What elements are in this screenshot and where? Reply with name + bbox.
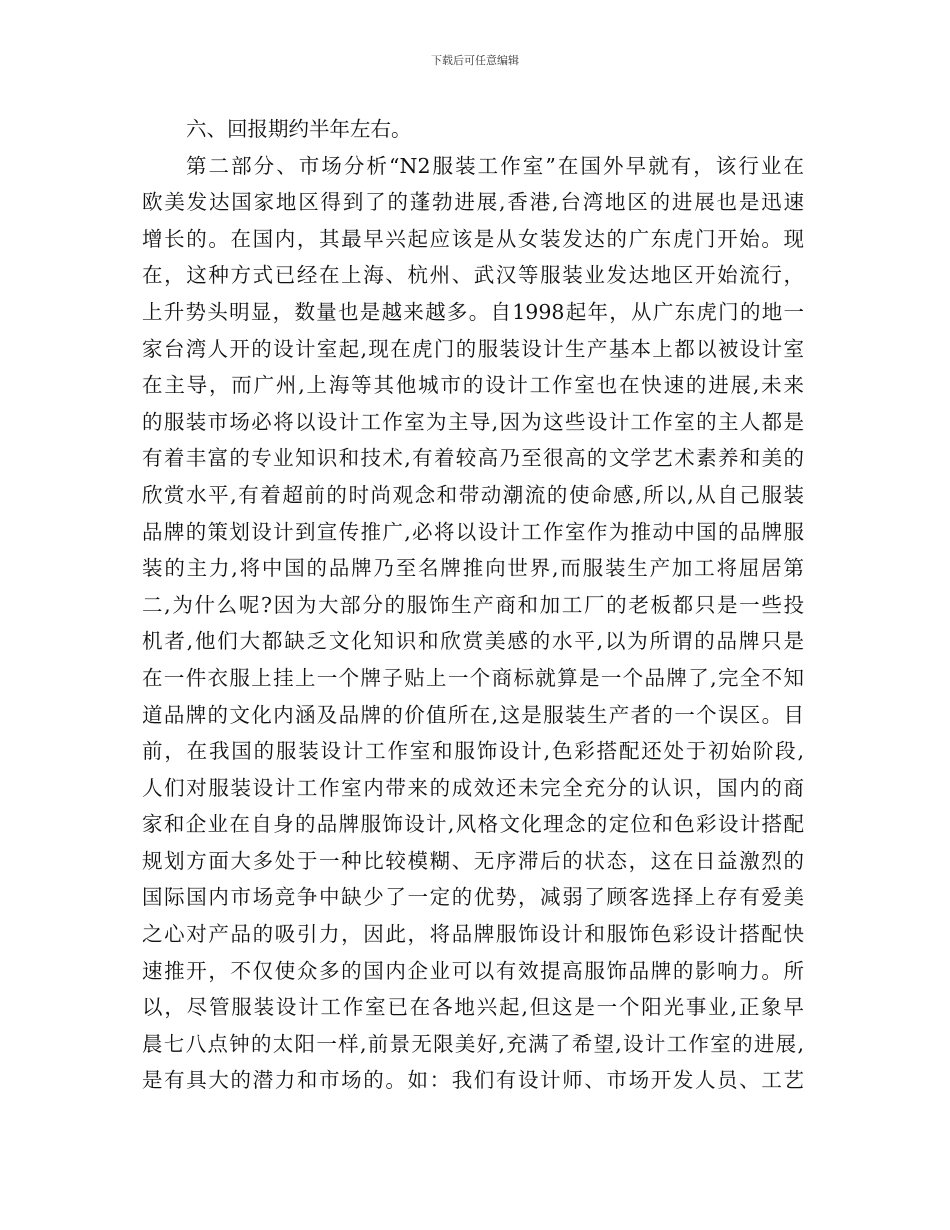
paragraph-line: 第二部分、市场分析“N2服装工作室”在国外早就有，该行业在 <box>186 153 804 178</box>
paragraph-line: 的服装市场必将以设计工作室为主导,因为这些设计工作室的主人都是 <box>142 409 804 434</box>
page-header: 下载后可任意编辑 <box>431 54 519 67</box>
paragraph-line: 品牌的策划设计到宣传推广,必将以设计工作室作为推动中国的品牌服 <box>142 519 804 544</box>
paragraph-line: 六、回报期约半年左右。 <box>186 117 412 141</box>
paragraph-line: 道品牌的文化内涵及品牌的价值所在,这是服装生产者的一个误区。目 <box>142 702 804 727</box>
paragraph-line: 以，尽管服装设计工作室已在各地兴起,但这是一个阳光事业,正象早 <box>142 995 804 1020</box>
paragraph-line: 在主导，而广州,上海等其他城市的设计工作室也在快速的进展,未来 <box>142 373 804 398</box>
paragraph-line: 家台湾人开的设计室起,现在虎门的服装设计生产基本上都以被设计室 <box>142 336 804 361</box>
paragraph-line: 晨七八点钟的太阳一样,前景无限美好,充满了希望,设计工作室的进展, <box>142 1031 804 1056</box>
paragraph-line: 有着丰富的专业知识和技术,有着较高乃至很高的文学艺术素养和美的 <box>142 446 804 471</box>
paragraph-line: 是有具大的潜力和市场的。如：我们有设计师、市场开发人员、工艺 <box>142 1068 804 1093</box>
paragraph-line: 家和企业在自身的品牌服饰设计,风格文化理念的定位和色彩设计搭配 <box>142 812 804 837</box>
paragraph-line: 增长的。在国内，其最早兴起应该是从女装发达的广东虎门开始。现 <box>142 226 804 251</box>
paragraph-line: 在，这种方式已经在上海、杭州、武汉等服装业发达地区开始流行， <box>142 263 804 288</box>
paragraph-line: 在一件衣服上挂上一个牌子贴上一个商标就算是一个品牌了,完全不知 <box>142 665 804 690</box>
paragraph-line: 规划方面大多处于一种比较模糊、无序滞后的状态，这在日益激烈的 <box>142 848 804 873</box>
paragraph-line: 前，在我国的服装设计工作室和服饰设计,色彩搭配还处于初始阶段, <box>142 739 804 764</box>
paragraph-line: 国际国内市场竞争中缺少了一定的优势，减弱了顾客选择上存有爱美 <box>142 885 804 910</box>
paragraph-line: 欣赏水平,有着超前的时尚观念和带动潮流的使命感,所以,从自己服装 <box>142 482 804 507</box>
paragraph-line: 上升势头明显，数量也是越来越多。自1998起年，从广东虎门的地一 <box>142 299 804 324</box>
body-text <box>142 111 804 1099</box>
paragraph-line: 欧美发达国家地区得到了的蓬勃进展,香港,台湾地区的进展也是迅速 <box>142 190 804 215</box>
paragraph-line: 之心对产品的吸引力，因此，将品牌服饰设计和服饰色彩设计搭配快 <box>142 922 804 947</box>
paragraph-line: 人们对服装设计工作室内带来的成效还未完全充分的认识，国内的商 <box>142 775 804 800</box>
paragraph-line: 装的主力,将中国的品牌乃至名牌推向世界,而服装生产加工将屈居第 <box>142 556 804 581</box>
paragraph-line: 机者,他们大都缺乏文化知识和欣赏美感的水平,以为所谓的品牌只是 <box>142 629 804 654</box>
paragraph-line: 二,为什么呢?因为大部分的服饰生产商和加工厂的老板都只是一些投 <box>142 592 804 617</box>
paragraph-line: 速推开，不仅使众多的国内企业可以有效提高服饰品牌的影响力。所 <box>142 958 804 983</box>
